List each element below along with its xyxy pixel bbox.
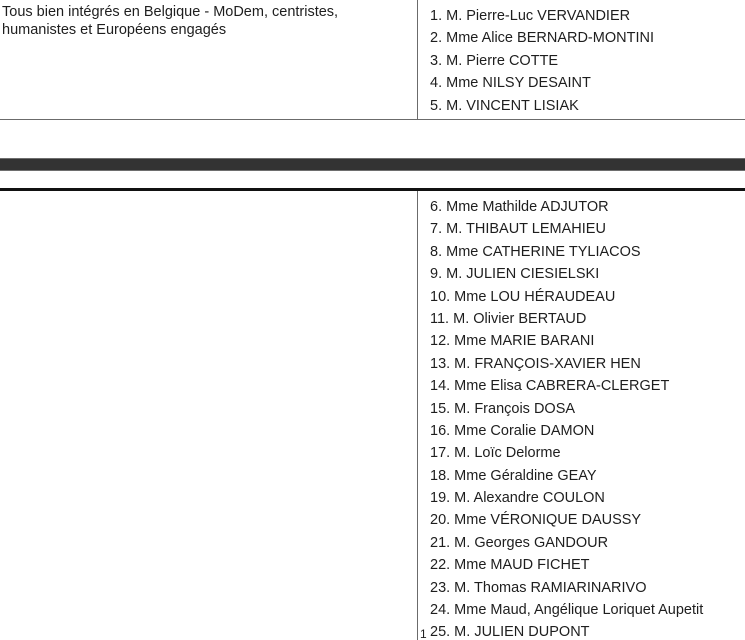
candidate-item: 22. Mme MAUD FICHET [430,557,590,574]
candidate-item: 19. M. Alexandre COULON [430,490,605,507]
candidate-item: 5. M. VINCENT LISIAK [430,97,579,114]
candidate-item: 17. M. Loïc Delorme [430,445,561,462]
candidate-item: 1. M. Pierre-Luc VERVANDIER [430,8,631,24]
list-row-top [0,0,745,120]
candidate-item: 14. Mme Elisa CABRERA-CLERGET [430,378,670,395]
candidate-item: 7. M. THIBAUT LEMAHIEU [430,221,606,238]
candidates-cell [419,0,745,119]
candidate-item: 18. Mme Géraldine GEAY [430,467,597,484]
candidate-item: 12. Mme MARIE BARANI [430,333,595,350]
candidate-item: 4. Mme NILSY DESAINT [430,75,591,92]
candidates-cell [419,191,745,640]
candidate-item: 11. M. Olivier BERTAUD [430,310,587,327]
candidate-item: 21. M. Georges GANDOUR [430,534,609,551]
candidate-list [430,196,703,640]
candidate-item: 16. Mme Coralie DAMON [430,422,595,439]
candidate-item: 8. Mme CATHERINE TYLIACOS [430,243,641,260]
candidate-item: 10. Mme LOU HÉRAUDEAU [430,288,616,305]
candidate-item: 15. M. François DOSA [430,400,576,417]
candidate-item: 20. Mme VÉRONIQUE DAUSSY [430,512,642,529]
candidate-item: 6. Mme Mathilde ADJUTOR [430,199,609,215]
section-separator-bar [0,158,745,171]
page-number: 1 [420,627,427,640]
list-title-cell [0,191,418,640]
list-title: Tous bien intégrés en Belgique - MoDem, centristes, humanistes et Européens engagés [2,4,339,38]
list-title-cell [0,0,418,119]
candidate-list [430,5,654,117]
list-row-bottom [0,188,745,640]
candidate-item: 2. Mme Alice BERNARD-MONTINI [430,30,654,47]
candidate-item: 25. M. JULIEN DUPONT [430,624,590,640]
candidate-item: 24. Mme Maud, Angélique Loriquet Aupetit [430,602,704,619]
candidate-item: 9. M. JULIEN CIESIELSKI [430,266,600,283]
candidate-item: 13. M. FRANÇOIS-XAVIER HEN [430,355,641,372]
candidate-item: 23. M. Thomas RAMIARINARIVO [430,579,647,596]
candidate-item: 3. M. Pierre COTTE [430,52,559,69]
